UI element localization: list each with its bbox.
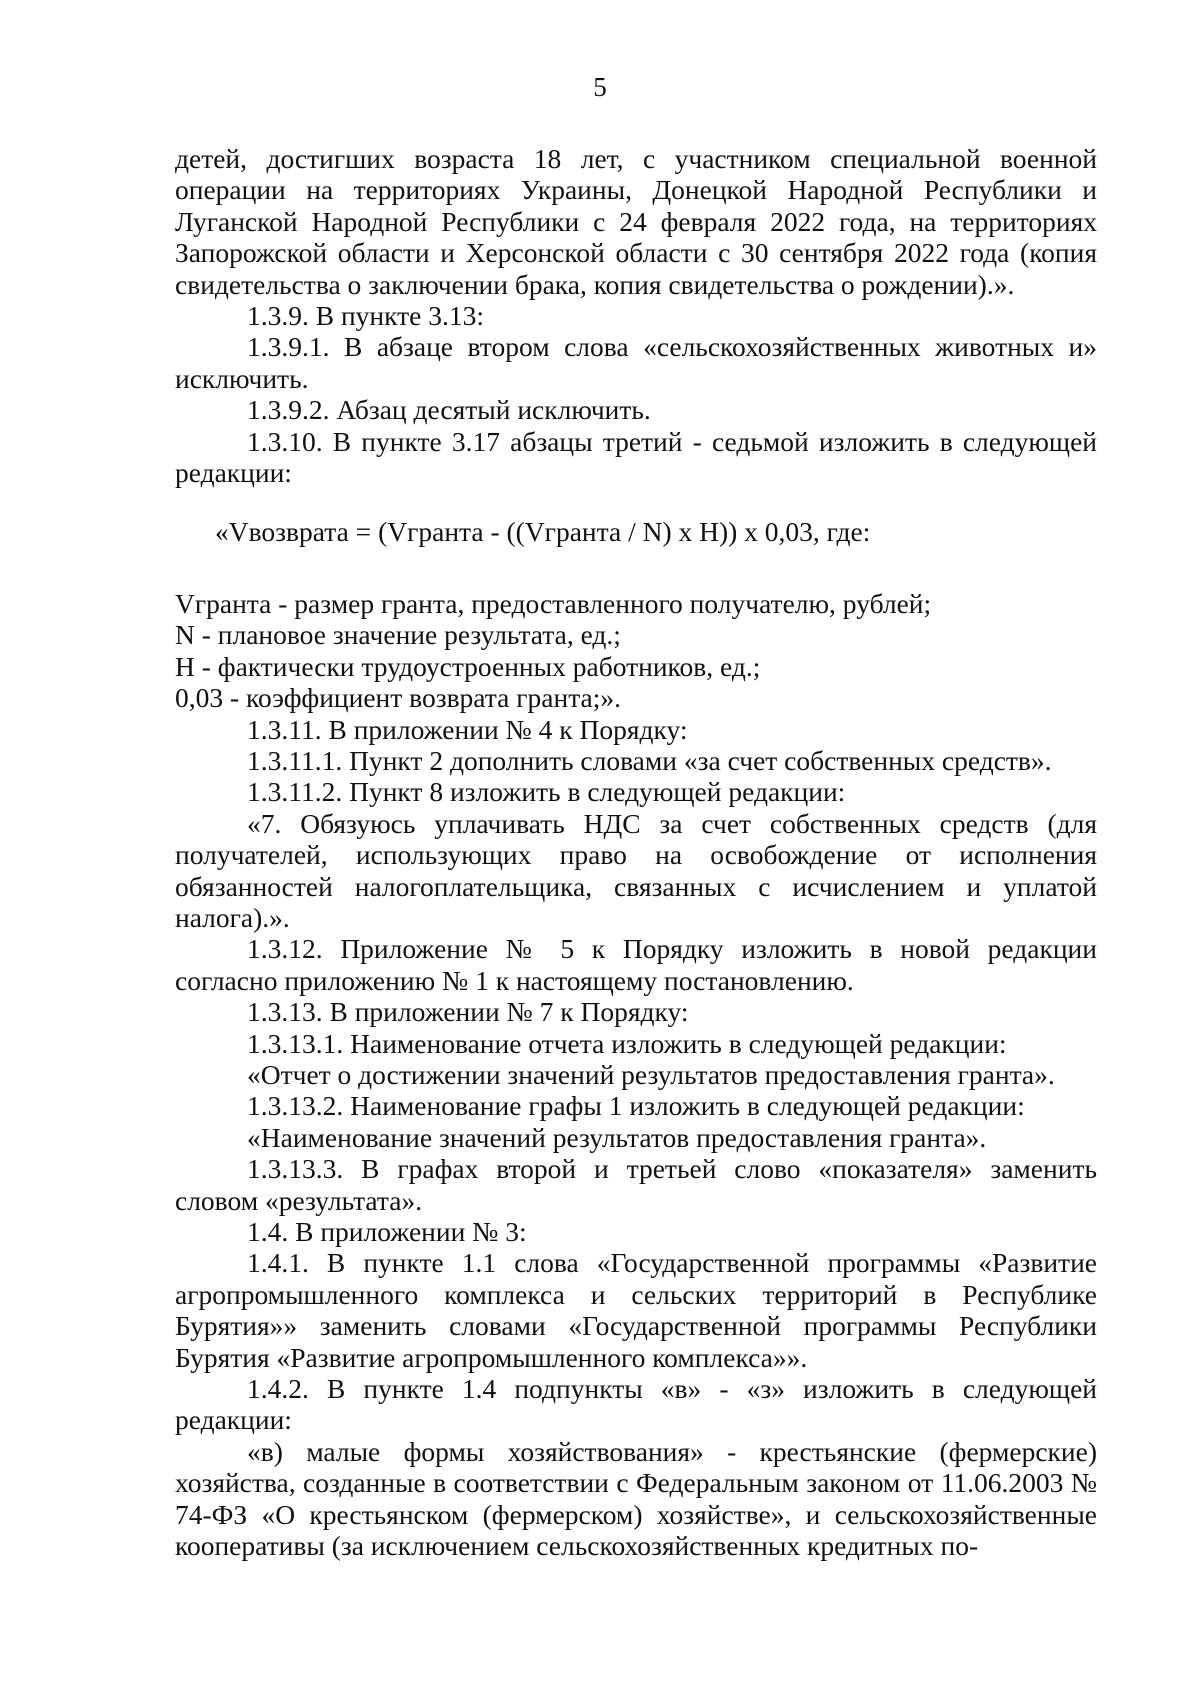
paragraph: 1.3.11.2. Пункт 8 изложить в следующей редакции: [247,776,846,808]
formula: «Vвозврата = (Vгранта - ((Vгранта / N) x H)) x 0,03, где: [215,516,871,548]
paragraph: «7. Обязуюсь уплачивать НДС за счет собственных средств (для получателей, использующих право на освобождение от исполнения обязанностей налогоплательщика, связанных с исчислением и уплатой налога).». [175,807,1097,933]
paragraph: 1.3.13.2. Наименование графы 1 изложить в следующей редакции: [247,1090,1025,1122]
paragraph: 1.4.1. В пункте 1.1 слова «Государственной программы «Развитие агропромышленного комплекса и сельских территорий в Республике Бурятия»» заменить словами «Государственной программы Республики Бурятия «Развитие агропромышленного комплекса»». [175,1247,1097,1373]
definition-line: H - фактически трудоустроенных работников, ед.; [175,650,761,682]
paragraph: 1.3.13.1. Наименование отчета изложить в следующей редакции: [247,1027,1007,1059]
paragraph: 1.3.11. В приложении № 4 к Порядку: [247,713,688,745]
paragraph: 1.3.9.2. Абзац десятый исключить. [247,394,651,426]
paragraph: «Отчет о достижении значений результатов предоставления гранта». [247,1058,1055,1090]
paragraph: 1.3.10. В пункте 3.17 абзацы третий - седьмой изложить в следующей редакции: [175,425,1097,489]
definition-line: N - плановое значение результата, ед.; [175,619,621,651]
paragraph: 1.3.12. Приложение № 5 к Порядку изложить в новой редакции согласно приложению № 1 к настоящему постановлению. [175,933,1097,996]
paragraph: 1.3.9.1. В абзаце втором слова «сельскохозяйственных животных и» исключить. [175,331,1097,394]
paragraph: 1.3.9. В пункте 3.13: [247,300,485,332]
paragraph: «в) малые формы хозяйствования» - крестьянские (фермерские) хозяйства, созданные в соответствии с Федеральным законом от 11.06.2003 № 74-ФЗ «О крестьянском (фермерском) хозяйстве», и сельскохозяйственные кооперативы (за исключением сельскохозяйственных кредитных по- [175,1435,1097,1562]
paragraph: 1.4. В приложении № 3: [247,1216,527,1247]
paragraph: 1.3.11.1. Пункт 2 дополнить словами «за счет собственных средств». [247,744,1052,776]
paragraph: «Наименование значений результатов предоставления гранта». [247,1121,987,1153]
paragraph: 1.3.13.3. В графах второй и третьей слово «показателя» заменить словом «результата». [175,1153,1097,1216]
page-number: 5 [593,72,607,102]
paragraph: 1.4.2. В пункте 1.4 подпункты «в» - «з» изложить в следующей редакции: [175,1373,1097,1436]
paragraph: детей, достигших возраста 18 лет, с участником специальной военной операции на территориях Украины, Донецкой Народной Республики и Луганской Народной Республики с 24 февраля 2022 года, на территориях Запорожской области и Херсонской области с 30 сентября 2022 года (копия свидетельства о заключении брака, копия свидетельства о рождении).». [175,143,1097,300]
definition-line: Vгранта - размер гранта, предоставленного получателю, рублей; [175,587,932,619]
definition-line: 0,03 - коэффициент возврата гранта;». [175,682,622,714]
document-body [175,143,1097,1561]
paragraph: 1.3.13. В приложении № 7 к Порядку: [247,996,689,1028]
